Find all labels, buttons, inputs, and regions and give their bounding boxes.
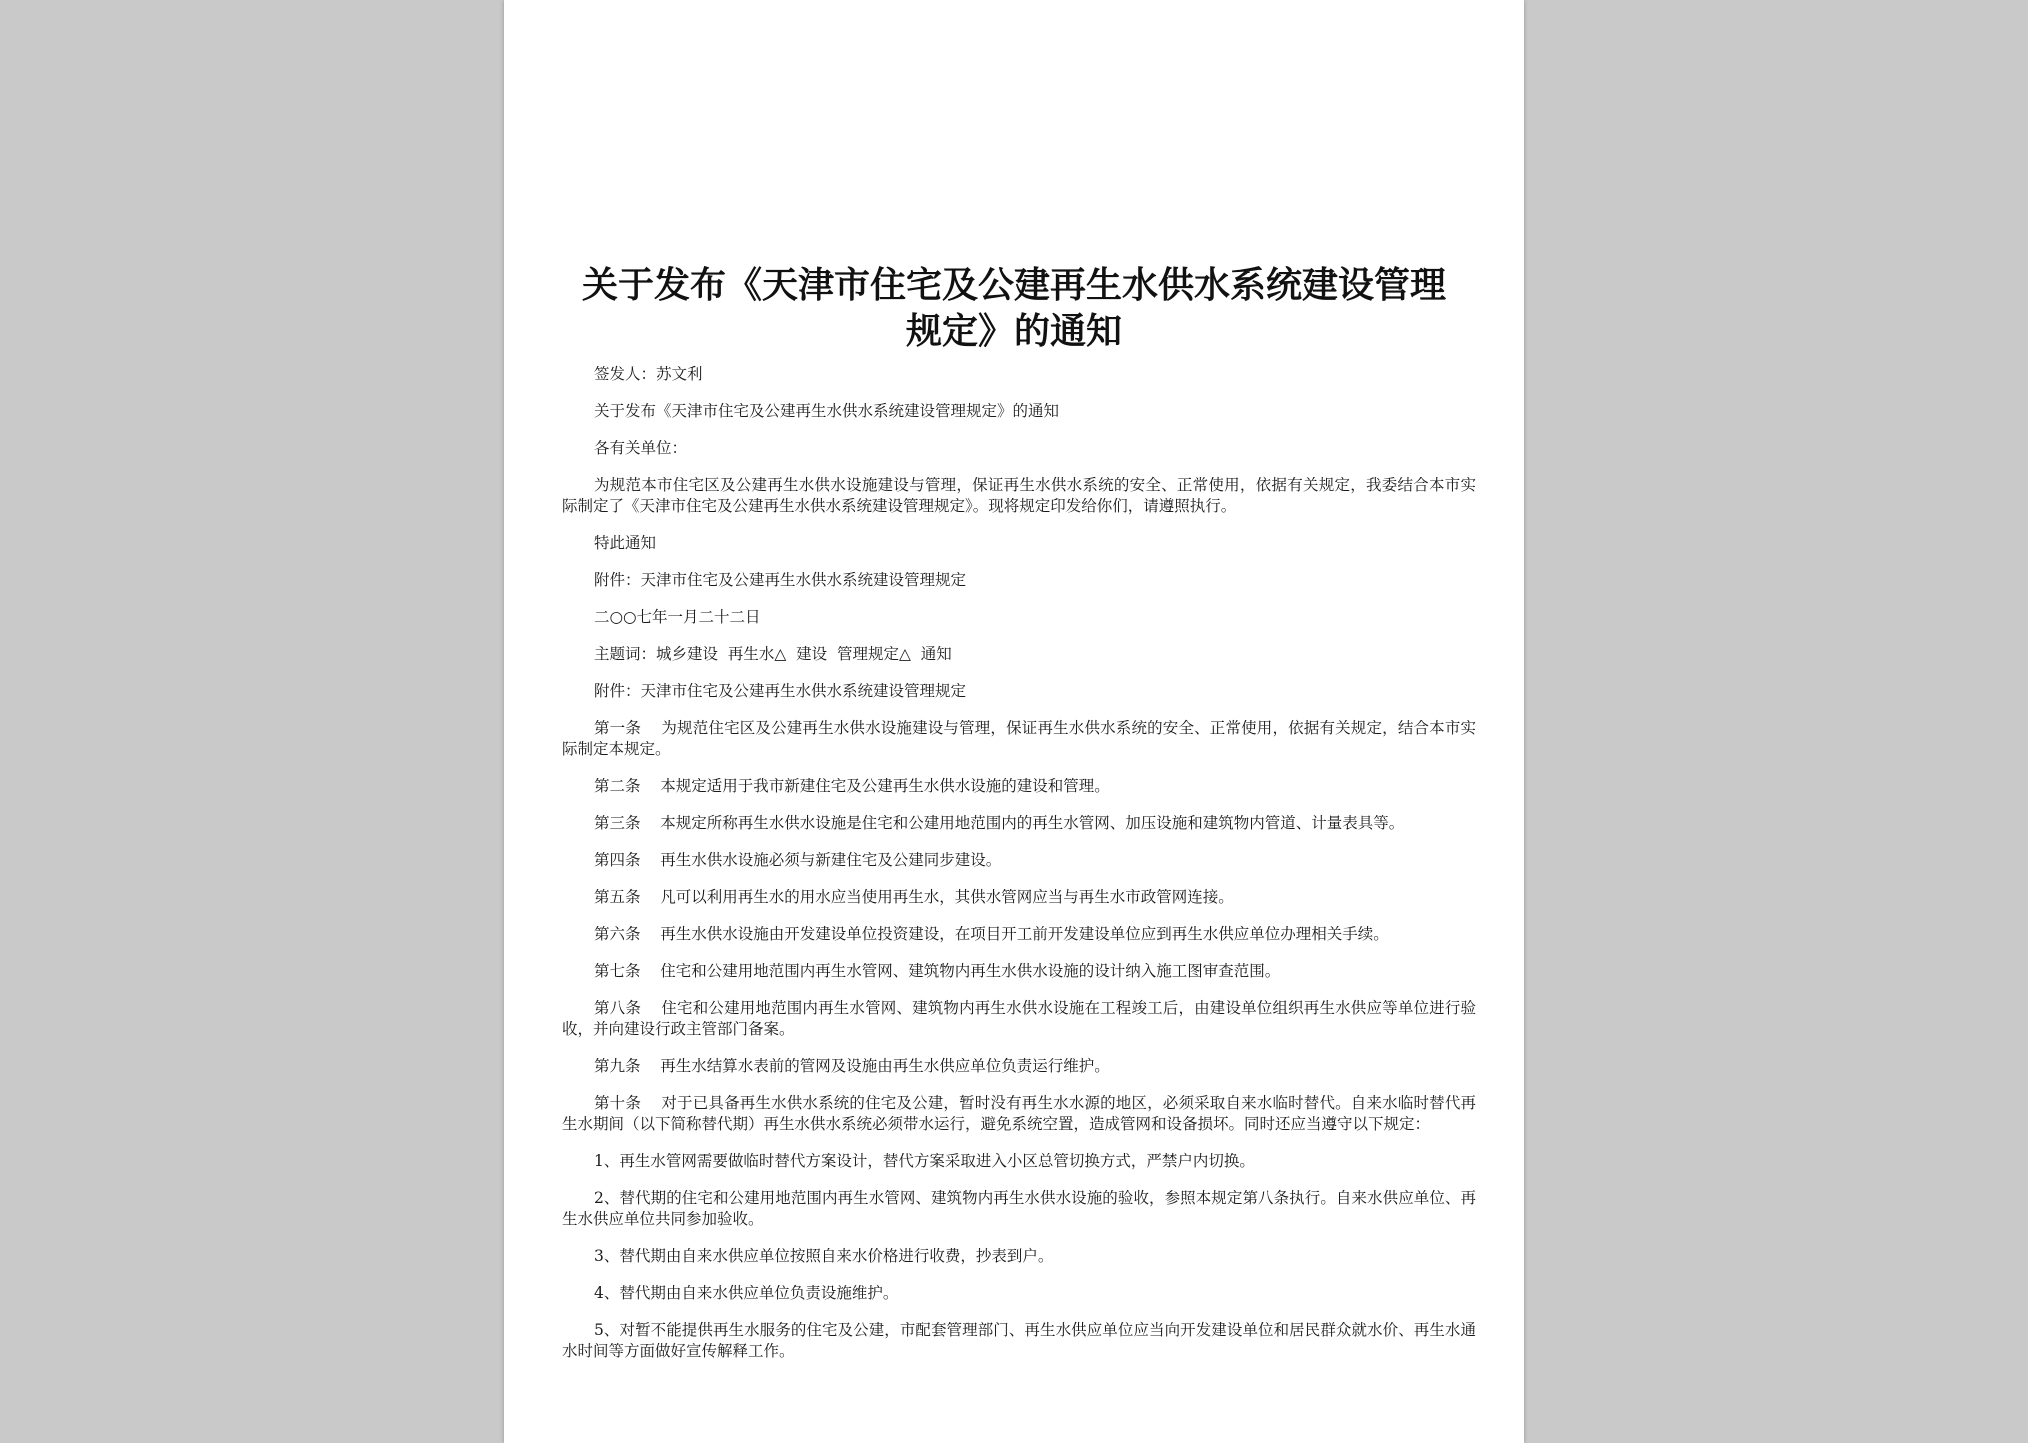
document-title xyxy=(544,262,1484,354)
issuer-line: 签发人：苏文利 xyxy=(594,365,703,383)
article-7: 第七条 住宅和公建用地范围内再生水管网、建筑物内再生水供水设施的设计纳入施工图审查范围。 xyxy=(594,962,1281,980)
salutation: 各有关单位： xyxy=(594,439,688,457)
notice-subject: 关于发布《天津市住宅及公建再生水供水系统建设管理规定》的通知 xyxy=(594,402,1060,420)
article-2: 第二条 本规定适用于我市新建住宅及公建再生水供水设施的建设和管理。 xyxy=(594,777,1110,795)
article-10-item-4: 4、替代期由自来水供应单位负责设施维护。 xyxy=(594,1284,899,1302)
article-4: 第四条 再生水供水设施必须与新建住宅及公建同步建设。 xyxy=(594,851,1002,869)
article-10-item-2: 2、替代期的住宅和公建用地范围内再生水管网、建筑物内再生水供水设施的验收，参照本规定第八条执行。自来水供应单位、再生水供应单位共同参加验收。 xyxy=(562,1189,1476,1228)
document-body xyxy=(562,364,1476,1378)
attachment-heading: 附件：天津市住宅及公建再生水供水系统建设管理规定 xyxy=(594,682,967,700)
attachment-line: 附件：天津市住宅及公建再生水供水系统建设管理规定 xyxy=(594,571,967,589)
intro-paragraph: 为规范本市住宅区及公建再生水供水设施建设与管理，保证再生水供水系统的安全、正常使用，依据有关规定，我委结合本市实际制定了《天津市住宅及公建再生水供水系统建设管理规定》。现将规定印发给你们，请遵照执行。 xyxy=(562,476,1476,515)
article-10-item-5: 5、对暂不能提供再生水服务的住宅及公建，市配套管理部门、再生水供应单位应当向开发建设单位和居民群众就水价、再生水通水时间等方面做好宣传解释工作。 xyxy=(562,1321,1476,1360)
article-3: 第三条 本规定所称再生水供水设施是住宅和公建用地范围内的再生水管网、加压设施和建筑物内管道、计量表具等。 xyxy=(594,814,1405,832)
issue-date: 二○○七年一月二十二日 xyxy=(594,608,761,626)
article-6: 第六条 再生水供水设施由开发建设单位投资建设，在项目开工前开发建设单位应到再生水供应单位办理相关手续。 xyxy=(594,925,1389,943)
article-10: 第十条 对于已具备再生水供水系统的住宅及公建，暂时没有再生水水源的地区，必须采取自来水临时替代。自来水临时替代再生水期间（以下简称替代期）再生水供水系统必须带水运行，避免系统空置，造成管网和设备损坏。同时还应当遵守以下规定： xyxy=(562,1094,1476,1133)
title-line-2: 规定》的通知 xyxy=(905,310,1122,352)
article-1: 第一条 为规范住宅区及公建再生水供水设施建设与管理，保证再生水供水系统的安全、正常使用，依据有关规定，结合本市实际制定本规定。 xyxy=(562,719,1476,758)
article-10-item-3: 3、替代期由自来水供应单位按照自来水价格进行收费，抄表到户。 xyxy=(594,1247,1054,1265)
notice-closing: 特此通知 xyxy=(594,534,657,552)
article-10-item-1: 1、再生水管网需要做临时替代方案设计，替代方案采取进入小区总管切换方式，严禁户内切换。 xyxy=(594,1152,1255,1170)
document-page[interactable] xyxy=(504,0,1524,1443)
article-5: 第五条 凡可以利用再生水的用水应当使用再生水，其供水管网应当与再生水市政管网连接。 xyxy=(594,888,1234,906)
article-9: 第九条 再生水结算水表前的管网及设施由再生水供应单位负责运行维护。 xyxy=(594,1057,1110,1075)
subject-keywords: 主题词：城乡建设 再生水△ 建设 管理规定△ 通知 xyxy=(594,645,952,663)
article-8: 第八条 住宅和公建用地范围内再生水管网、建筑物内再生水供水设施在工程竣工后，由建设单位组织再生水供应等单位进行验收，并向建设行政主管部门备案。 xyxy=(562,999,1476,1038)
title-line-1: 关于发布《天津市住宅及公建再生水供水系统建设管理 xyxy=(581,264,1446,306)
